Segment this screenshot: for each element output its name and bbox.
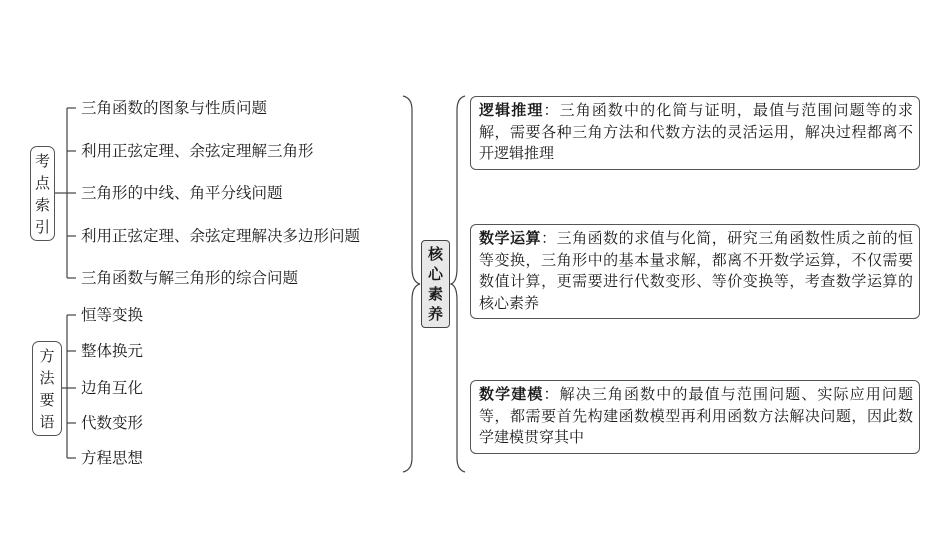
card-logical-reasoning: [470, 96, 920, 170]
card-body: 三角函数中的化简与证明，最值与范围问题等的求解，需要各种三角方法和代数方法的灵活运用，解决过程都离不开逻辑推理: [479, 101, 913, 162]
card-body: 解决三角函数中的最值与范围问题、实际应用问题等，都需要首先构建函数模型再利用函数方法解决问题，因此数学建模贯穿其中: [479, 385, 913, 446]
card-body: 三角函数的求值与化简，研究三角函数性质之前的恒等变换，三角形中的基本量求解，都离不开数学运算，不仅需要数值计算，更需要进行代数变形、等价变换等，考查数学运算的核心素养: [479, 229, 913, 312]
label-char: 点: [34, 174, 50, 192]
method-item: 恒等变换: [81, 306, 144, 324]
method-item: 方程思想: [81, 449, 144, 467]
card-head: 数学运算: [479, 229, 542, 247]
label-char: 养: [427, 305, 443, 323]
left-brace: [403, 96, 420, 472]
exam-index-item: 三角形的中线、角平分线问题: [81, 184, 283, 202]
exam-index-item: 三角函数的图象与性质问题: [81, 99, 268, 117]
label-char: 方: [39, 347, 55, 365]
card-head: 数学建模: [479, 385, 544, 403]
card-math-modeling: [470, 380, 920, 454]
methods-label: [32, 341, 62, 436]
label-char: 心: [427, 265, 443, 283]
exam-index-item: 利用正弦定理、余弦定理解三角形: [81, 142, 314, 160]
label-char: 素: [427, 285, 443, 303]
label-char: 引: [34, 218, 50, 236]
label-char: 法: [39, 369, 55, 387]
card-sep: ：: [543, 385, 560, 403]
core-competency-label: [421, 240, 450, 328]
method-item: 代数变形: [81, 414, 144, 432]
method-item: 边角互化: [81, 379, 144, 397]
label-char: 核: [427, 245, 443, 263]
label-char: 考: [34, 152, 50, 170]
card-math-operation: [470, 224, 920, 319]
exam-index-item: 利用正弦定理、余弦定理解决多边形问题: [81, 227, 361, 245]
card-sep: ：: [541, 229, 557, 247]
card-head: 逻辑推理: [479, 101, 544, 119]
right-brace: [451, 96, 465, 472]
method-item: 整体换元: [81, 342, 144, 360]
label-char: 语: [39, 413, 55, 431]
exam-index-item: 三角函数与解三角形的综合问题: [81, 269, 299, 287]
exam-index-label: [30, 146, 55, 241]
label-char: 索: [34, 196, 50, 214]
label-char: 要: [39, 391, 55, 409]
card-sep: ：: [543, 101, 560, 119]
